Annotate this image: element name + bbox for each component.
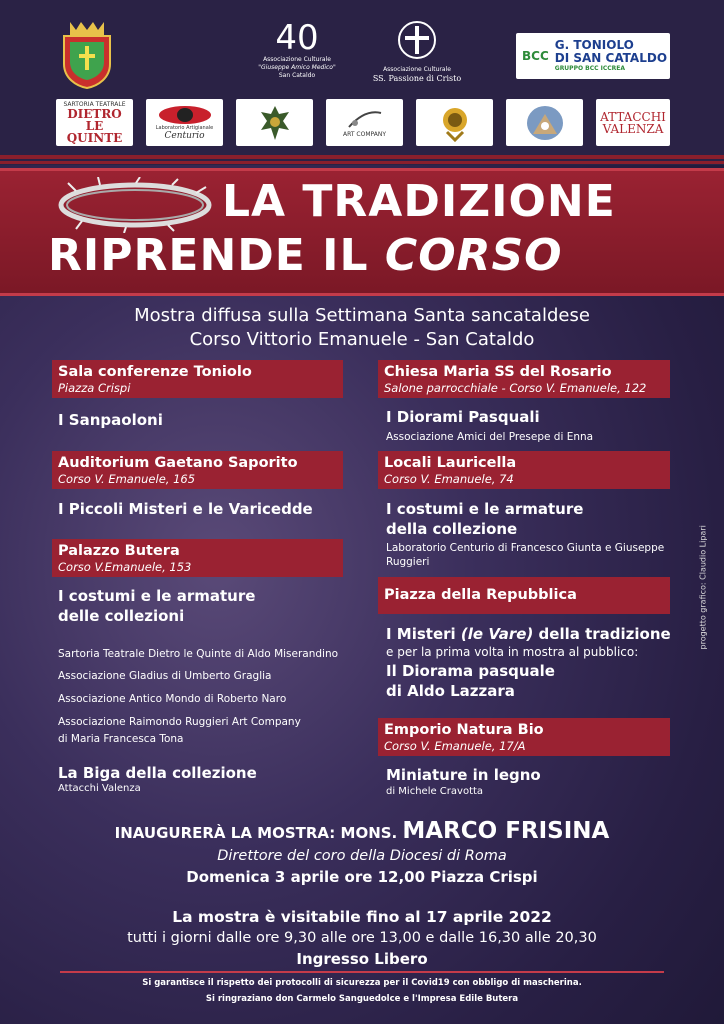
exhibit-misteri: I Misteri (le Vare) della tradizione [386,625,671,643]
exhibit-diorami: I Diorami Pasquali [386,408,540,426]
opening-hours: tutti i giorni dalle ore 9,30 alle ore 13,00 e dalle 16,30 alle 20,30 [127,930,597,946]
exhibit-costumi-right-2: della collezione [386,520,518,538]
title-line-2 [48,229,563,283]
guest-role: Direttore del coro della Diocesi di Roma [217,848,507,864]
eagle-emblem-icon [258,104,292,142]
amici-presepe-logo [506,99,583,146]
exhibit-miniature: Miniature in legno [386,766,541,784]
stripe-top-2 [0,161,724,164]
footer-safety: Si garantisce il rispetto dei protocolli di sicurezza per il Covid19 con obbligo di mascherina. [142,978,582,988]
helmet-icon [158,105,212,125]
inauguration-lead: INAUGURERÀ LA MOSTRA: MONS. [114,824,398,842]
stripe-top [0,155,724,159]
exhibit-miniature-sub: di Michele Cravotta [386,786,484,797]
venue-locali-lauricella: Locali Lauricella Corso V. Emanuele, 74 [378,451,670,489]
exhibit-costumi-line2: delle collezioni [58,607,185,625]
nativity-icon [525,104,565,142]
exhibit-biga: La Biga della collezione [58,764,257,782]
brush-icon [345,107,385,131]
guest-name: MARCO FRISINA [402,818,610,844]
exhibit-costumi-line1: I costumi e le armature [58,587,256,605]
venue-chiesa-rosario: Chiesa Maria SS del Rosario Salone parrocchiale - Corso V. Emanuele, 122 [378,360,670,398]
venue-auditorium-saporito: Auditorium Gaetano Saporito Corso V. Emanuele, 165 [52,451,343,489]
venue-sala-toniolo: Sala conferenze Toniolo Piazza Crispi [52,360,343,398]
footer-thanks: Si ringraziano don Carmelo Sanguedolce e l'Impresa Edile Butera [205,994,519,1004]
laurel-medal-icon [437,104,473,142]
subtitle-1: Mostra diffusa sulla Settimana Santa sancataldese [134,305,590,326]
sartoria-logo: SARTORIA TEATRALE DIETRO LE QUINTE [56,99,133,146]
sponsor-header [0,0,724,165]
attacchi-valenza-logo: ATTACCHI VALENZA [596,99,670,146]
antico-mondo-logo [416,99,493,146]
anniversary-number: 40 [275,18,319,58]
coat-of-arms-icon [56,18,118,90]
exhibit-costumi-right-sub2: Ruggieri [386,556,430,568]
inauguration [0,818,724,844]
association-40-logo: 40 Associazione Culturale "Giuseppe Amico Medico" San Cataldo [252,20,342,90]
title-band [0,168,724,296]
footer-divider [60,971,664,973]
title-line-2a: RIPRENDE IL [48,230,369,281]
exhibit-diorama-line2: di Aldo Lazzara [386,682,515,700]
gladius-logo [236,99,313,146]
centurio-logo: Laboratorio Artigianale Centurio [146,99,223,146]
inauguration-date: Domenica 3 aprile ore 12,00 Piazza Crispi [186,868,538,886]
collection-item: Sartoria Teatrale Dietro le Quinte di Aldo Miserandino [58,648,339,660]
exhibition-until: La mostra è visitabile fino al 17 aprile 2022 [172,908,552,926]
bcc-logo: BCC G. TONIOLO DI SAN CATALDO GRUPPO BCC ICCREA [516,33,670,79]
venue-piazza-repubblica: Piazza della Repubblica [378,577,670,614]
collection-item: Associazione Gladius di Umberto Graglia [58,670,272,682]
crown-of-thorns-icon [56,177,214,233]
cross-emblem-icon [397,18,437,62]
subtitle-2: Corso Vittorio Emanuele - San Cataldo [189,329,535,350]
collection-item: di Maria Francesca Tona [58,733,184,745]
exhibit-biga-sub: Attacchi Valenza [58,783,141,794]
bcc-mark: BCC [522,49,549,63]
title-line-2b: CORSO [384,230,563,281]
exhibit-costumi-right-1: I costumi e le armature [386,500,584,518]
exhibit-sanpaoloni: I Sanpaoloni [58,411,163,429]
art-company-logo: ART COMPANY [326,99,403,146]
venue-emporio-natura: Emporio Natura Bio Corso V. Emanuele, 17/A [378,718,670,756]
passione-logo: Associazione Culturale SS. Passione di Cristo [372,18,462,88]
exhibit-piccoli-misteri: I Piccoli Misteri e le Varicedde [58,500,313,518]
design-credit: progetto grafico: Claudio Lipari [698,525,708,650]
free-entry: Ingresso Libero [296,950,428,968]
collection-item: Associazione Antico Mondo di Roberto Naro [58,693,287,705]
exhibit-misteri-sub: e per la prima volta in mostra al pubblico: [386,645,639,659]
collection-item: Associazione Raimondo Ruggieri Art Company [58,716,301,728]
exhibit-diorami-sub: Associazione Amici del Presepe di Enna [386,431,594,443]
exhibit-diorama-line1: Il Diorama pasquale [386,662,555,680]
title-line-1: LA TRADIZIONE [222,176,616,227]
exhibit-costumi-right-sub1: Laboratorio Centurio di Francesco Giunta e Giuseppe [386,542,665,554]
venue-palazzo-butera: Palazzo Butera Corso V.Emanuele, 153 [52,539,343,577]
